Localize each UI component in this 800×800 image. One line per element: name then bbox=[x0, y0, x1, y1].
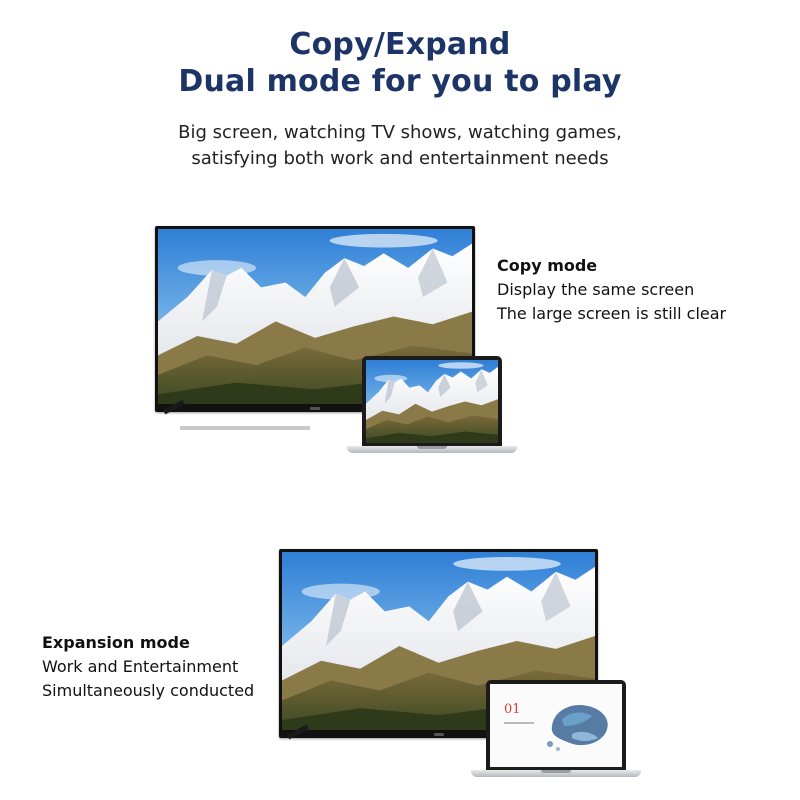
expansion-mode-line-2: Simultaneously conducted bbox=[42, 681, 255, 700]
presentation-slide bbox=[490, 684, 622, 767]
laptop-copy-mode bbox=[362, 356, 502, 447]
subheadline-line-2: satisfying both work and entertainment needs bbox=[191, 148, 609, 169]
expansion-mode-title: Expansion mode bbox=[42, 633, 190, 652]
laptop-notch bbox=[541, 770, 571, 773]
copy-mode-description bbox=[497, 254, 726, 326]
watercolor-blob-image bbox=[542, 696, 616, 756]
headline bbox=[0, 26, 800, 100]
headline-line-2: Dual mode for you to play bbox=[178, 64, 622, 99]
slide-number: 01 bbox=[504, 702, 521, 717]
tv-logo bbox=[310, 407, 320, 410]
laptop-expansion-mode bbox=[486, 680, 626, 771]
headline-line-1: Copy/Expand bbox=[289, 27, 511, 62]
subheadline-line-1: Big screen, watching TV shows, watching games, bbox=[178, 122, 622, 143]
tv-leg-right bbox=[180, 426, 310, 430]
copy-mode-line-2: The large screen is still clear bbox=[497, 304, 727, 323]
expansion-mode-line-1: Work and Entertainment bbox=[42, 657, 239, 676]
laptop-base bbox=[471, 770, 641, 777]
copy-mode-line-1: Display the same screen bbox=[497, 280, 695, 299]
laptop-screen-slide bbox=[490, 684, 622, 767]
laptop-screen-mountain-image bbox=[366, 360, 498, 443]
laptop-base bbox=[347, 446, 517, 453]
laptop-notch bbox=[417, 446, 447, 449]
subheadline bbox=[0, 120, 800, 172]
tv-logo bbox=[434, 733, 444, 736]
copy-mode-title: Copy mode bbox=[497, 256, 598, 275]
slide-divider bbox=[504, 722, 534, 724]
expansion-mode-description bbox=[42, 631, 254, 703]
